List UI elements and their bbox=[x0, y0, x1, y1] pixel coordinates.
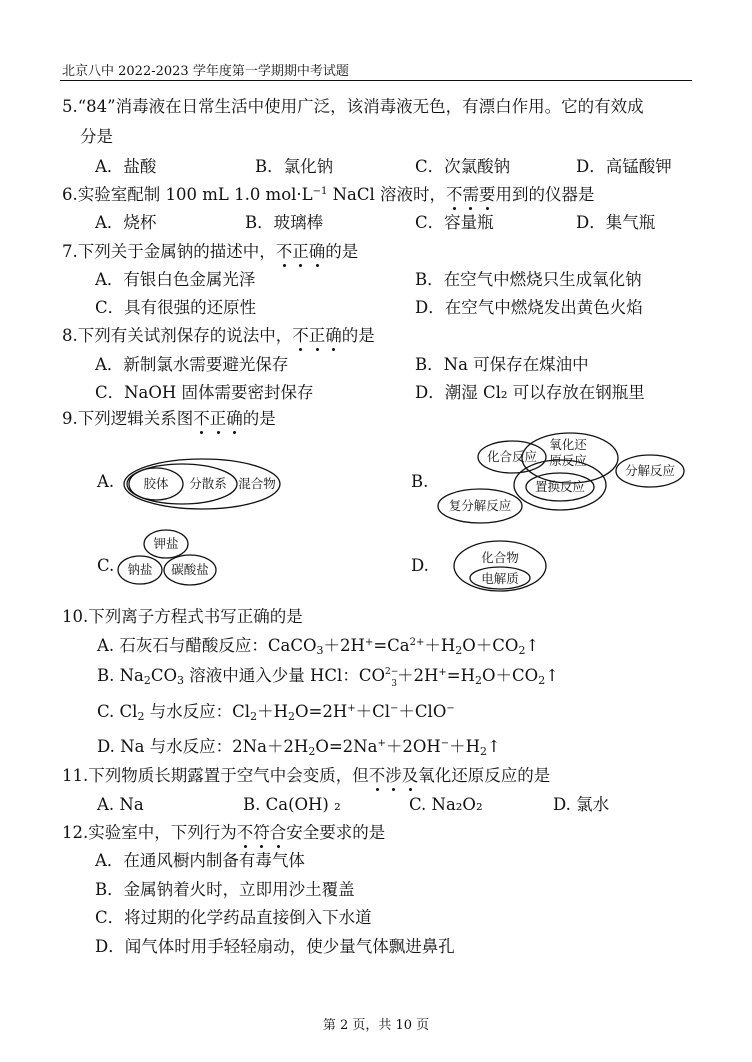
q5-stem-line2: 分是 bbox=[80, 127, 113, 146]
q6-option-b[interactable]: B．玻璃棒 bbox=[245, 213, 324, 232]
svg-text:化合反应: 化合反应 bbox=[486, 449, 538, 464]
q12-option-c[interactable]: C．将过期的化学药品直接倒入下水道 bbox=[95, 908, 372, 927]
q8-option-b[interactable]: B．Na 可保存在煤油中 bbox=[415, 355, 589, 374]
svg-text:钾盐: 钾盐 bbox=[153, 536, 179, 551]
page-footer: 第 2 页，共 10 页 bbox=[322, 1018, 430, 1033]
svg-text:分解反应: 分解反应 bbox=[624, 463, 676, 478]
svg-text:化合物: 化合物 bbox=[481, 550, 519, 565]
q10-option-a[interactable]: A. 石灰石与醋酸反应：$CaCO_3+2H^+=Ca^{2+}+H_2O+CO_2↑$ bbox=[97, 636, 540, 657]
q12-option-d[interactable]: D．闻气体时用手轻轻扇动，使少量气体飘进鼻孔 bbox=[95, 937, 455, 956]
q9-diagram-b bbox=[432, 427, 692, 527]
q10-option-b[interactable]: B. $Na_2CO_3$ 溶液中通入少量 HCl：$CO^{2-}_3+2H^+=H_2O+CO_2↑$ bbox=[97, 666, 560, 689]
svg-text:氧化还: 氧化还 bbox=[549, 437, 587, 452]
emphasis-char: 要 bbox=[479, 185, 496, 204]
q9-option-d-label[interactable]: D. bbox=[411, 556, 429, 575]
q11-option-a[interactable]: A. Na bbox=[97, 795, 144, 814]
svg-text:复分解反应: 复分解反应 bbox=[448, 498, 512, 513]
q6-option-a[interactable]: A．烧杯 bbox=[95, 213, 157, 232]
q7-option-d[interactable]: D．在空气中燃烧发出黄色火焰 bbox=[415, 298, 643, 317]
q12-option-b[interactable]: B．金属钠着火时，立即用沙土覆盖 bbox=[95, 880, 355, 899]
svg-text:电解质: 电解质 bbox=[481, 571, 519, 586]
q11-option-c[interactable]: C. Na₂O₂ bbox=[409, 795, 483, 814]
svg-text:碳酸盐: 碳酸盐 bbox=[171, 562, 209, 577]
q9-option-b-label[interactable]: B. bbox=[411, 472, 429, 491]
q9-stem: 9.下列逻辑关系图不正确的是 bbox=[62, 409, 276, 428]
label-colloid: 胶体 bbox=[143, 476, 169, 491]
emphasis-char: 需 bbox=[462, 185, 480, 204]
q12-option-a[interactable]: A．在通风橱内制备有毒气体 bbox=[95, 851, 305, 870]
q8-option-a[interactable]: A．新制氯水需要避光保存 bbox=[95, 355, 289, 374]
q9-diagram-c bbox=[116, 528, 226, 588]
q5-option-a[interactable]: A．盐酸 bbox=[95, 157, 157, 176]
q8-stem: 8.下列有关试剂保存的说法中，不正确的是 bbox=[62, 326, 375, 345]
q11-option-b[interactable]: B. Ca(OH) ₂ bbox=[243, 795, 341, 814]
svg-text:钠盐: 钠盐 bbox=[127, 562, 153, 577]
svg-text:置换反应: 置换反应 bbox=[534, 479, 586, 494]
q8-option-d[interactable]: D．潮湿 Cl₂ 可以存放在钢瓶里 bbox=[415, 383, 645, 402]
q7-option-a[interactable]: A．有银白色金属光泽 bbox=[95, 270, 256, 289]
q9-option-a-label[interactable]: A. bbox=[97, 472, 115, 491]
q8-option-c[interactable]: C．NaOH 固体需要密封保存 bbox=[95, 383, 314, 402]
q10-stem: 10.下列离子方程式书写正确的是 bbox=[62, 607, 303, 626]
q7-option-b[interactable]: B．在空气中燃烧只生成氧化钠 bbox=[415, 270, 642, 289]
q9-diagram-d bbox=[452, 538, 552, 594]
q11-option-d[interactable]: D. 氯水 bbox=[553, 795, 610, 814]
q5-option-d[interactable]: D．高锰酸钾 bbox=[576, 157, 672, 176]
q6-option-d[interactable]: D．集气瓶 bbox=[576, 213, 656, 232]
label-dispersion: 分散系 bbox=[189, 476, 227, 491]
q5-stem-line1: 5.“84”消毒液在日常生活中使用广泛，该消毒液无色，有漂白作用。它的有效成 bbox=[62, 97, 644, 116]
svg-text:原反应: 原反应 bbox=[549, 453, 587, 468]
header-rule bbox=[60, 80, 692, 81]
q7-stem: 7.下列关于金属钠的描述中，不正确的是 bbox=[62, 242, 359, 261]
q9-option-c-label[interactable]: C. bbox=[97, 556, 115, 575]
exam-header: 北京八中 2022-2023 学年度第一学期期中考试题 bbox=[62, 64, 349, 79]
q6-stem: 6.实验室配制 100 mL 1.0 $mol\cdot L^{-1}$ NaCl 溶液时，不需要用到的仪器是 bbox=[62, 185, 595, 204]
q10-option-c[interactable]: C. $Cl_2$ 与水反应：$Cl_2+H_2O=2H^++Cl^-+ClO^-$ bbox=[97, 702, 455, 723]
q5-option-c[interactable]: C．次氯酸钠 bbox=[415, 157, 511, 176]
emphasis-char: 不 bbox=[446, 185, 463, 204]
q9-diagram-a bbox=[120, 455, 285, 513]
label-mixture: 混合物 bbox=[238, 476, 276, 491]
q12-stem: 12.实验室中，下列行为不符合安全要求的是 bbox=[62, 823, 386, 842]
q5-option-b[interactable]: B．氯化钠 bbox=[255, 157, 334, 176]
q6-option-c[interactable]: C．容量瓶 bbox=[415, 213, 494, 232]
q11-stem: 11.下列物质长期露置于空气中会变质，但不涉及氧化还原反应的是 bbox=[62, 766, 551, 785]
q10-option-d[interactable]: D. Na 与水反应：$2Na+2H_2O=2Na^++2OH^-+H_2↑$ bbox=[97, 737, 501, 758]
q7-option-c[interactable]: C．具有很强的还原性 bbox=[95, 298, 257, 317]
